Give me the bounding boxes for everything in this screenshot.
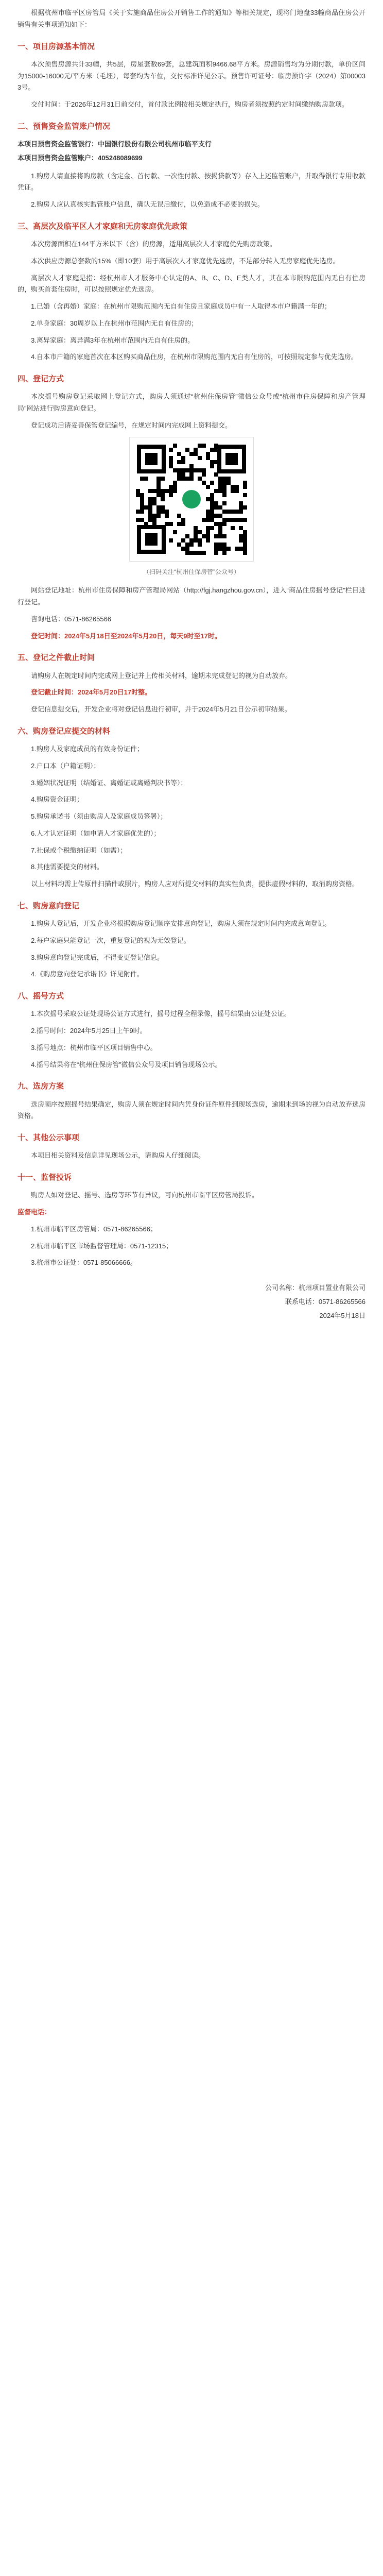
section-paragraph: 网站登记地址：杭州市住房保障和房产管理局网站（http://fgj.hangzhou.gov.cn），进入“商品住房摇号登记”栏目进行登记。 xyxy=(18,586,365,606)
section-heading: 十、其他公示事项 xyxy=(18,1133,80,1142)
intro xyxy=(18,7,365,31)
section-paragraph: 请购房人在规定时间内完成网上登记并上传相关材料，逾期未完成登记的视为自动放弃。 xyxy=(31,671,292,680)
supervision-subheading: 监督电话： xyxy=(18,1208,51,1216)
section-heading: 三、高层次及临平区人才家庭和无房家庭优先政策 xyxy=(18,222,188,231)
section-paragraph: 登记信息提交后，开发企业将对登记信息进行初审，并于2024年5月21日公示初审结果。 xyxy=(31,705,291,713)
list-item: 7.社保或个税缴纳证明（如需）； xyxy=(31,846,127,854)
section-heading: 九、选房方案 xyxy=(18,1082,64,1091)
section-paragraph: 购房人如对登记、摇号、选房等环节有异议，可向杭州市临平区房管局投诉。 xyxy=(31,1191,259,1199)
section-paragraph: 2.摇号时间：2024年5月25日上午9时。 xyxy=(31,1027,147,1035)
section-paragraph: 1.购房人请直接将购房款（含定金、首付款、一次性付款、按揭贷款等）存入上述监管账户，并取得银行专用收款凭证。 xyxy=(18,172,365,192)
section-paragraph: 本次房源面积在144平方米以下（含）的房源，适用高层次人才家庭优先购房政策。 xyxy=(31,240,276,248)
section-paragraph: 高层次人才家庭是指：经杭州市人才服务中心认定的A、B、C、D、E类人才，其在本市限购范围内无自有住房的，购买首套住房时，可以按照规定优先选房。 xyxy=(18,274,365,294)
qr-code-image[interactable] xyxy=(129,437,254,562)
qr-code-block xyxy=(18,437,365,578)
list-item: 6.人才认定证明（如申请人才家庭优先的）； xyxy=(31,829,161,837)
section-7 xyxy=(18,900,365,980)
section-heading: 二、预售资金监管账户情况 xyxy=(18,122,111,131)
section-10 xyxy=(18,1131,365,1162)
section-9 xyxy=(18,1080,365,1122)
section-heading: 十一、监督投诉 xyxy=(18,1173,72,1182)
section-8 xyxy=(18,990,365,1071)
escrow-account-box xyxy=(18,139,365,164)
list-item: 1.购房人及家庭成员的有效身份证件； xyxy=(31,745,144,753)
section-4 xyxy=(18,372,365,642)
section-paragraph: 1.购房人登记后，开发企业将根据购房登记顺序安排意向登记，购房人须在规定时间内完成意向登记。 xyxy=(31,920,331,927)
section-paragraph: 登记成功后请妥善保管登记编号，在规定时间内完成网上资料提交。 xyxy=(31,421,232,429)
section-heading: 八、摇号方式 xyxy=(18,992,64,1001)
deadline-time: 登记截止时间：2024年5月20日17时整。 xyxy=(31,688,152,697)
section-paragraph: 4.自本市户籍的家庭首次在本区购买商品住房，在杭州市限购范围内无自有住房的，可按照规定参与优先选房。 xyxy=(31,353,358,361)
escrow-bank: 本项目预售资金监管银行：中国银行股份有限公司杭州市临平支行 xyxy=(18,140,212,148)
section-paragraph: 以上材料均需上传原件扫描件或照片，购房人应对所提交材料的真实性负责，提供虚假材料的，取消购房资格。 xyxy=(31,880,359,888)
section-paragraph: 4.《购房意向登记承诺书》详见附件。 xyxy=(31,970,144,978)
section-heading: 七、购房意向登记 xyxy=(18,901,80,910)
list-item: 8.其他需要提交的材料。 xyxy=(31,863,103,871)
company-name: 公司名称：杭州项目置业有限公司 xyxy=(265,1284,365,1292)
intro-paragraph: 根据杭州市临平区房管局《关于实施商品住房公开销售工作的通知》等相关规定，现将门地盘33幢商品住房公开销售有关事项通知如下： xyxy=(18,9,365,28)
section-paragraph: 本项目相关资料及信息详见现场公示，请购房人仔细阅读。 xyxy=(31,1151,205,1160)
section-paragraph: 本次预售房源共计33幢，共5层，房屋套数69套，总建筑面积9466.68平方米。房源销售均为分期付款，单价区间为15000-16000元/平方米（毛坯），每套均为车位，交付标准详见公示。预售许可证号：临房预许字（2024）第000033号。 xyxy=(18,60,365,92)
escrow-account-number: 本项目预售资金监管账户：405248089699 xyxy=(18,154,143,162)
list-item: 3.杭州市公证处：0571-85066666。 xyxy=(31,1259,137,1267)
list-item: 2.户口本（户籍证明）； xyxy=(31,761,100,770)
section-paragraph: 咨询电话：0571-86265566 xyxy=(31,615,112,623)
list-item: 2.单身家庭：30周岁以上在杭州市范围内无自有住房的； xyxy=(31,319,198,327)
section-2 xyxy=(18,120,365,211)
section-paragraph: 2.购房人应认真核实监管账户信息，确认无误后缴付，以免造成不必要的损失。 xyxy=(31,200,264,208)
list-item: 5.购房承诺书（须由购房人及家庭成员签署）； xyxy=(31,812,167,820)
section-paragraph: 2.每户家庭只能登记一次，重复登记的视为无效登记。 xyxy=(31,936,190,944)
section-paragraph: 3.购房意向登记完成后，不得变更登记信息。 xyxy=(31,953,164,961)
list-item: 2.杭州市临平区市场监督管理局：0571-12315； xyxy=(31,1242,173,1250)
qr-code-icon xyxy=(130,437,253,561)
section-paragraph: 选房顺序按照摇号结果确定，购房人须在规定时间内凭身份证件原件到现场选房，逾期未到场的视为自动放弃选房资格。 xyxy=(18,1100,366,1120)
signature-date: 2024年5月18日 xyxy=(319,1311,365,1319)
qr-caption: （扫码关注“杭州住保房管”公众号） xyxy=(143,568,240,576)
list-item: 1.杭州市临平区房管局：0571-86265566； xyxy=(31,1225,157,1233)
section-paragraph: 交付时间：于2026年12月31日前交付，首付款比例按相关规定执行，购房者须按照约定时间缴纳购房款项。 xyxy=(31,100,349,108)
section-paragraph: 3.摇号地点：杭州市临平区项目销售中心。 xyxy=(31,1043,157,1052)
section-paragraph: 本次摇号购房登记采取网上登记方式，购房人须通过“杭州住保房管”微信公众号或“杭州市住房保障和房产管理局”网站进行购房意向登记。 xyxy=(18,393,365,412)
section-heading: 一、项目房源基本情况 xyxy=(18,42,95,51)
section-1 xyxy=(18,40,365,111)
list-item: 1.已婚（含再婚）家庭：在杭州市限购范围内无自有住房且家庭成员中有一人取得本市户籍满一年的； xyxy=(31,302,331,310)
section-5 xyxy=(18,651,365,716)
list-item: 3.婚姻状况证明（结婚证、离婚证或离婚判决书等）； xyxy=(31,778,187,787)
list-item: 3.离异家庭：离异满3年在杭州市范围内无自有住房的。 xyxy=(31,336,195,344)
contact-phone: 联系电话：0571-86265566 xyxy=(285,1297,365,1306)
section-heading: 六、购房登记应提交的材料 xyxy=(18,726,111,736)
section-paragraph: 4.摇号结果将在“杭州住保房管”微信公众号及项目销售现场公示。 xyxy=(31,1060,222,1069)
list-item: 4.购房资金证明； xyxy=(31,795,83,804)
section-6 xyxy=(18,725,365,890)
signature-block xyxy=(18,1282,365,1321)
section-3 xyxy=(18,220,365,363)
section-paragraph: 1.本次摇号采取公证处现场公证方式进行，摇号过程全程录像，摇号结果由公证处公证。 xyxy=(31,1010,291,1018)
section-paragraph: 本次供应房源总套数的15%（即10套）用于高层次人才家庭优先选房，不足部分转入无房家庭优先选房。 xyxy=(31,257,340,265)
section-11 xyxy=(18,1171,365,1269)
registration-time: 登记时间：2024年5月18日至2024年5月20日，每天9时至17时。 xyxy=(31,632,221,640)
section-heading: 五、登记之件截止时间 xyxy=(18,653,95,663)
section-heading: 四、登记方式 xyxy=(18,375,64,383)
